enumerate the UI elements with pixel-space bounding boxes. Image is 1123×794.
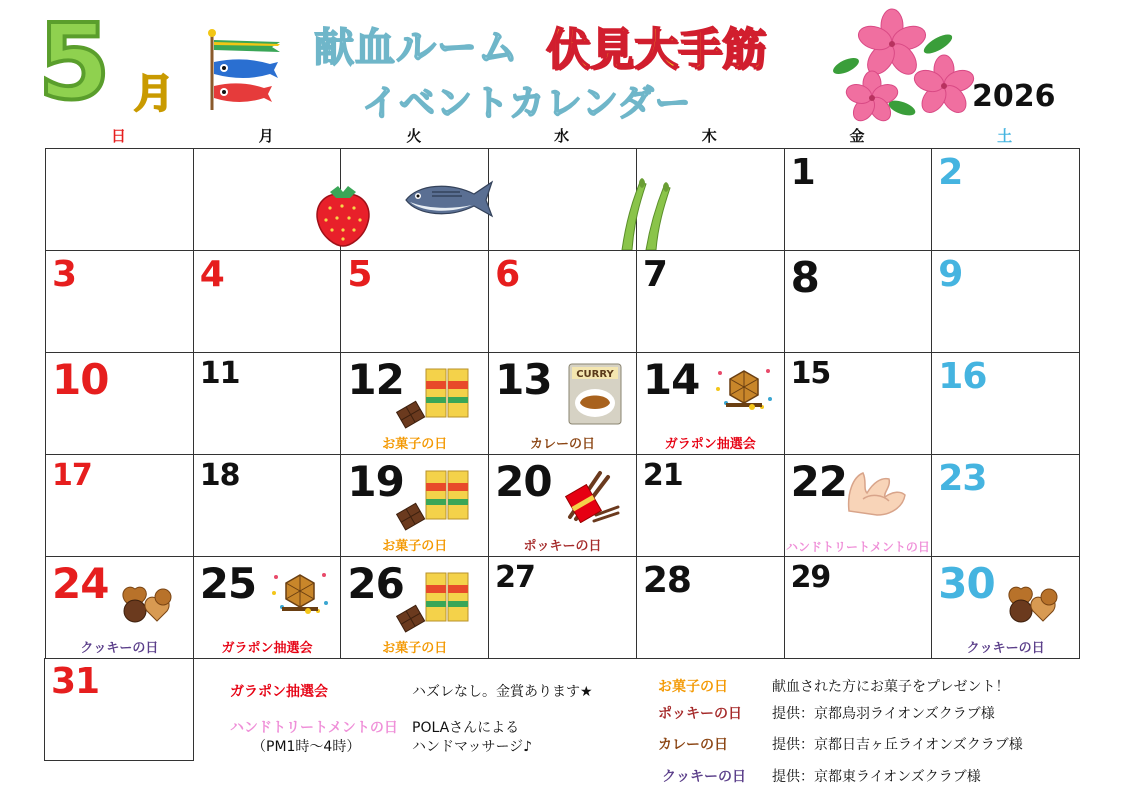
day-cell xyxy=(340,352,489,455)
day-number: 1 xyxy=(790,152,815,193)
day-cell xyxy=(636,454,785,557)
day-number: 10 xyxy=(52,355,109,404)
lottery-icon xyxy=(268,567,332,621)
day-number: 11 xyxy=(199,356,240,391)
day-number: 7 xyxy=(642,254,667,295)
day-number: 26 xyxy=(347,559,404,608)
cell-31-bottom-border xyxy=(44,760,194,761)
event-label: ガラポン抽選会 xyxy=(221,641,313,656)
pocky-icon xyxy=(560,467,620,527)
event-label: ガラポン抽選会 xyxy=(664,437,756,452)
weekday-label: 月 xyxy=(258,127,274,145)
snack-icon xyxy=(394,571,474,639)
day-cell xyxy=(784,352,933,455)
legend-hand-label: ハンドトリートメントの日 xyxy=(230,720,398,736)
day-cell xyxy=(636,556,785,659)
snack-icon xyxy=(394,367,474,435)
day-cell xyxy=(784,454,933,557)
day-cell xyxy=(784,250,933,353)
day-number: 16 xyxy=(938,356,987,397)
day-cell xyxy=(340,250,489,353)
day-cell xyxy=(931,454,1080,557)
curry-icon xyxy=(568,363,622,429)
year: 2026 xyxy=(972,79,1056,114)
month-number: 5 xyxy=(38,1,109,123)
legend-garapon-desc: ハズレなし。金賞あります★ xyxy=(412,684,593,700)
azalea-flower-icon xyxy=(832,8,992,130)
day-cell xyxy=(488,556,637,659)
title-room: 献血ルーム xyxy=(314,25,519,71)
legend-okashi-desc: 献血された方にお菓子をプレゼント！ xyxy=(772,679,1010,695)
day-number: 31 xyxy=(51,661,100,702)
day-number: 9 xyxy=(938,254,963,295)
lottery-icon xyxy=(712,363,776,417)
legend-garapon-label: ガラポン抽選会 xyxy=(230,684,328,700)
day-cell xyxy=(931,556,1080,659)
event-label: お菓子の日 xyxy=(382,437,448,452)
day-cell xyxy=(45,148,194,251)
legend-curry-desc: 提供：京都日吉ヶ丘ライオンズクラブ様 xyxy=(772,737,1023,753)
legend-cookie-label: クッキーの日 xyxy=(662,769,746,785)
day-number: 24 xyxy=(52,559,109,608)
legend-cookie-desc: 提供：京都東ライオンズクラブ様 xyxy=(772,769,981,785)
day-cell xyxy=(488,250,637,353)
svg-text:CURRY: CURRY xyxy=(576,369,614,380)
day-number: 18 xyxy=(199,458,240,493)
weekday-label: 木 xyxy=(701,127,717,145)
event-label: クッキーの日 xyxy=(80,641,159,656)
day-number: 4 xyxy=(199,254,224,295)
day-number: 3 xyxy=(52,254,77,295)
day-number: 23 xyxy=(938,458,987,499)
day-cell xyxy=(45,352,194,455)
bonito-fish-icon xyxy=(402,176,496,222)
event-label: クッキーの日 xyxy=(966,641,1045,656)
event-label: ハンドトリートメントの日 xyxy=(785,540,930,554)
strawberry-icon xyxy=(312,182,374,248)
day-number: 30 xyxy=(938,559,995,608)
hand-massage-icon xyxy=(843,463,909,521)
cell-31-right-border xyxy=(193,658,194,761)
calendar-grid xyxy=(45,148,1079,658)
day-cell xyxy=(193,556,342,659)
day-cell xyxy=(193,352,342,455)
day-cell xyxy=(45,454,194,557)
month-label: 月 xyxy=(134,71,174,117)
title-place: 伏見大手筋 xyxy=(546,24,766,75)
day-number: 25 xyxy=(199,559,257,608)
day-number: 5 xyxy=(347,254,372,295)
day-cell xyxy=(340,454,489,557)
day-number: 29 xyxy=(790,560,831,595)
day-cell xyxy=(340,556,489,659)
legend-okashi-label: お菓子の日 xyxy=(658,679,728,695)
legend-hand-time: （PM1時～4時） xyxy=(252,739,361,755)
event-label: お菓子の日 xyxy=(382,539,448,554)
weekday-label: 金 xyxy=(849,127,865,145)
weekday-label: 水 xyxy=(554,127,570,145)
event-label: お菓子の日 xyxy=(382,641,448,656)
day-number: 22 xyxy=(790,457,848,506)
event-label: カレーの日 xyxy=(529,437,595,452)
day-cell xyxy=(488,454,637,557)
day-number: 28 xyxy=(642,560,691,601)
day-number: 8 xyxy=(790,253,819,302)
day-cell xyxy=(488,352,637,455)
weekday-label: 土 xyxy=(997,127,1013,145)
day-cell xyxy=(45,658,193,760)
legend-pocky-desc: 提供：京都鳥羽ライオンズクラブ様 xyxy=(772,706,995,722)
asparagus-icon xyxy=(610,172,680,250)
cookie-icon xyxy=(117,575,181,629)
day-cell xyxy=(931,352,1080,455)
day-cell xyxy=(45,250,194,353)
cookie-icon xyxy=(1003,575,1067,629)
day-number: 12 xyxy=(347,355,404,404)
legend-pocky-label: ポッキーの日 xyxy=(658,706,742,722)
day-number: 13 xyxy=(495,355,552,404)
day-cell xyxy=(636,250,785,353)
event-label: ポッキーの日 xyxy=(523,539,602,554)
weekday-label: 火 xyxy=(406,127,422,145)
weekday-label: 日 xyxy=(110,127,126,145)
day-number: 27 xyxy=(495,560,535,595)
day-cell xyxy=(45,556,194,659)
day-number: 6 xyxy=(495,254,520,295)
day-cell xyxy=(193,250,342,353)
day-number: 19 xyxy=(347,457,404,506)
day-number: 14 xyxy=(642,355,700,404)
day-cell xyxy=(931,250,1080,353)
day-cell xyxy=(784,148,933,251)
legend-curry-label: カレーの日 xyxy=(658,737,728,753)
day-number: 2 xyxy=(938,152,963,193)
day-cell xyxy=(931,148,1080,251)
legend-hand-desc2: ハンドマッサージ♪ xyxy=(412,739,533,755)
title-calendar: イベントカレンダー xyxy=(362,83,692,124)
day-number: 17 xyxy=(52,458,92,493)
snack-icon xyxy=(394,469,474,537)
day-number: 21 xyxy=(642,458,683,493)
day-cell xyxy=(784,556,933,659)
legend-hand-desc1: POLAさんによる xyxy=(412,720,520,736)
day-number: 15 xyxy=(790,356,831,391)
day-cell xyxy=(193,454,342,557)
koinobori-icon xyxy=(200,28,286,112)
day-cell xyxy=(636,352,785,455)
day-number: 20 xyxy=(495,457,552,506)
